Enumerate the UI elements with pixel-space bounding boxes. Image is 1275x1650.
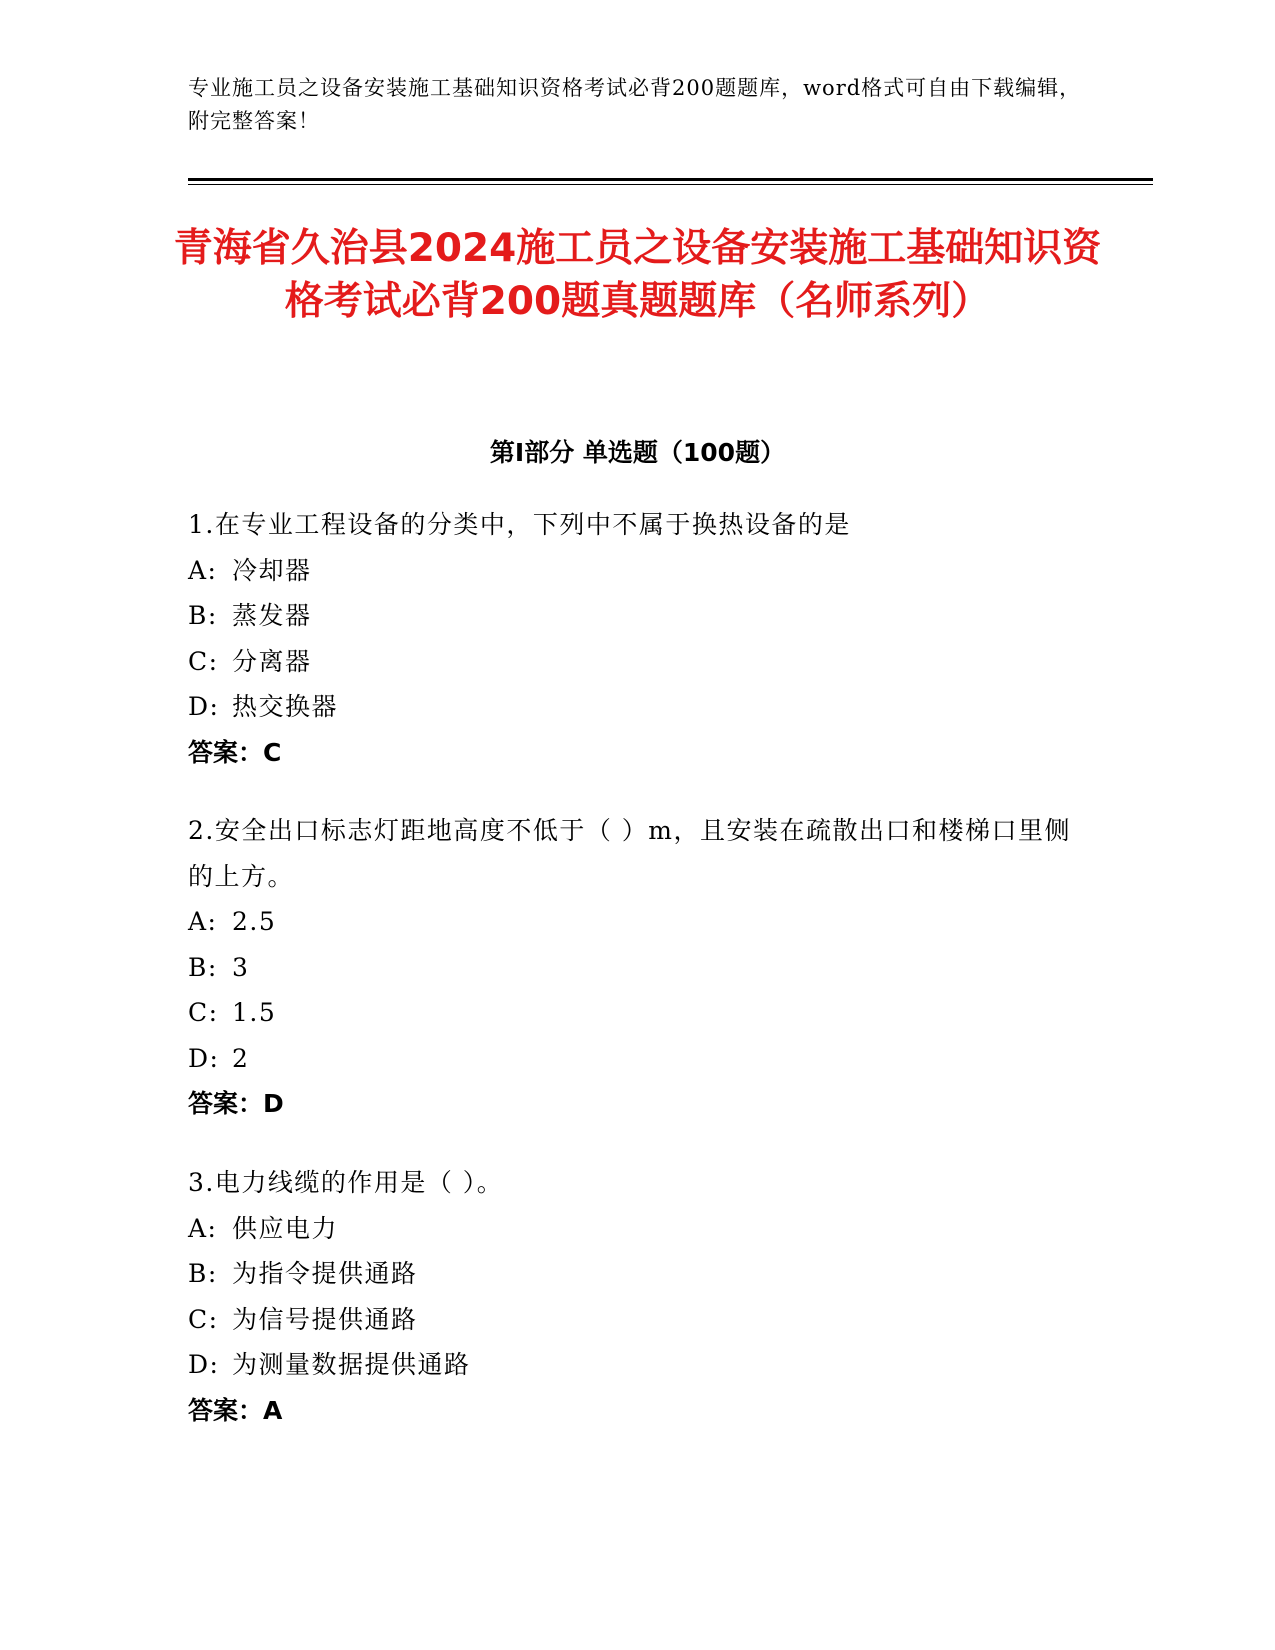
option-text: 供应电力 [232, 1213, 339, 1243]
answer-line: 答案：D [188, 1089, 284, 1118]
option-d [188, 1342, 1088, 1388]
answer-line: 答案：A [188, 1395, 283, 1425]
option-letter: C: [188, 646, 219, 676]
option-letter: D: [188, 692, 220, 721]
option-letter: B: [188, 952, 218, 982]
option-letter: C: [188, 998, 219, 1027]
question-stem: 1.在专业工程设备的分类中，下列中不属于换热设备的是 [188, 510, 851, 539]
option-d [188, 1036, 1088, 1082]
question-2 [188, 808, 1088, 1127]
header-note: 专业施工员之设备安装施工基础知识资格考试必背200题题库，word格式可自由下载编辑，附完整答案！ [188, 76, 1082, 133]
option-letter: B: [188, 1259, 218, 1288]
option-letter: A: [188, 1213, 218, 1243]
option-letter: C: [188, 1304, 219, 1334]
option-d [188, 684, 1088, 730]
option-a [188, 548, 1088, 594]
option-letter: D: [188, 1350, 220, 1379]
option-letter: A: [188, 555, 218, 585]
header-divider-thick [188, 178, 1153, 181]
option-text: 1.5 [232, 998, 277, 1027]
option-text: 为指令提供通路 [232, 1259, 418, 1288]
answer-line: 答案：C [188, 737, 282, 767]
header-divider-thin [188, 184, 1153, 185]
option-text: 热交换器 [232, 692, 339, 721]
question-1 [188, 502, 1088, 775]
option-b [188, 1251, 1088, 1297]
option-text: 分离器 [232, 646, 312, 676]
question-stem: 2.安全出口标志灯距地高度不低于（ ）m，且安装在疏散出口和楼梯口里侧的上方。 [188, 816, 1072, 891]
question-stem: 3.电力线缆的作用是（ ）。 [188, 1168, 504, 1197]
option-letter: A: [188, 907, 218, 936]
option-text: 冷却器 [232, 555, 312, 585]
option-text: 2.5 [232, 907, 277, 936]
option-text: 为信号提供通路 [232, 1304, 418, 1334]
document-title: 青海省久治县2024施工员之设备安装施工基础知识资格考试必背200题真题题库（名师系列） [173, 226, 1102, 324]
option-c [188, 639, 1088, 685]
option-text: 为测量数据提供通路 [232, 1350, 471, 1379]
option-b [188, 945, 1088, 991]
option-text: 2 [232, 1043, 250, 1073]
option-text: 3 [232, 952, 250, 982]
option-letter: B: [188, 601, 218, 630]
question-3 [188, 1160, 1088, 1433]
option-c [188, 1297, 1088, 1343]
option-b [188, 593, 1088, 639]
option-letter: D: [188, 1043, 220, 1073]
section-title: 第Ⅰ部分 单选题（100题） [489, 438, 786, 467]
option-text: 蒸发器 [232, 601, 312, 630]
option-c [188, 990, 1088, 1036]
option-a [188, 1206, 1088, 1252]
option-a [188, 899, 1088, 945]
